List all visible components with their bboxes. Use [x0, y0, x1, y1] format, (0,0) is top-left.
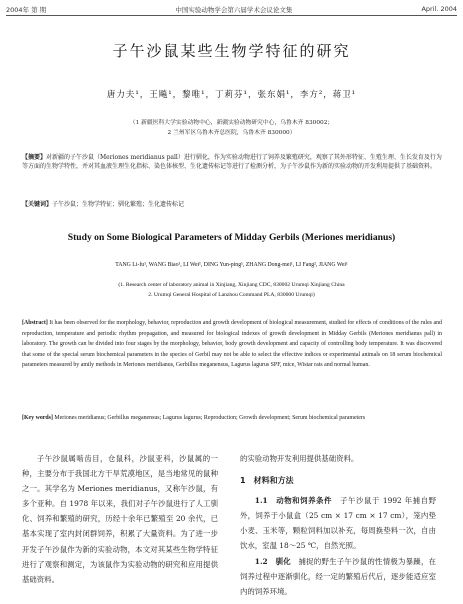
abstract-chinese-label: 【摘要】 [22, 154, 47, 161]
intro-tail: 的实验动物开发利用提供基础资料。 [240, 454, 359, 463]
abstract-english-text: It has been observed for the morphology, behavior, reproduction and growth development of biological measurement, studied for effects of conditions of the rules and reproduction, temperature and periodic rhythm propagation, and measured for biological indexes of growth development in Midday Gerbils (Meriones meridianus pall) in laboratory. The growth can be divided into four stages by the morphology, behavior, body growth development and capacity of controlling body temperature. It was discovered that some of the special serum biochemical parameters in the species of Gerbil may not be able to select the effective indices or experimental animals on 18 serum biochemical parameters measured by amily methods in Meriones meridianus, Gerbillus meganensus, Lagurus lagurus SPF, mice, Wistar rats and normal human. [22, 320, 442, 368]
affiliation-chinese-1: （1 新疆医科大学实验动物中心，新疆实验动物研究中心，乌鲁木齐 830002； [129, 120, 334, 126]
affiliation-chinese-2: 2 兰州军区乌鲁木齐总医院，乌鲁木齐 830000） [167, 130, 296, 136]
body-left-column [22, 451, 218, 587]
running-header [6, 3, 457, 16]
keywords-english [22, 413, 442, 424]
section-heading-methods: 1 材料和方法 [240, 476, 294, 486]
subsection-domestication [240, 554, 436, 599]
affiliation-english-2: 2. Urumqi General Hospital of Lanzhou Command PLA, 830000 Urumqi) [148, 292, 315, 298]
header-left: 2004年 第 期 [6, 5, 47, 14]
keywords-chinese [22, 200, 442, 209]
title-chinese: 子午沙鼠某些生物学特征的研究 [112, 42, 351, 60]
body-right-column [240, 451, 436, 599]
subsection-animals [240, 493, 436, 553]
intro-paragraph: 子午沙鼠属啮齿目，仓鼠科，沙鼠亚科，沙鼠属的一种，主要分布于我国北方干旱荒漠地区，是当地常见的鼠种之一。其学名为 Meriones meridianus，又称午沙鼠，有多个亚种。自 1978 年以来，我们对子午沙鼠进行了人工驯化、饲养和繁殖的研究，历经十余年已繁殖至 20 余代，已基本实现了室内封闭群饲养，积累了大量资料。为了进一步开发子午沙鼠作为新的实验动物，本文对其某些生物学特征进行了观察和测定，为该鼠作为实验动物的研究和应用提供基础资料。 [22, 454, 218, 584]
header-right: April. 2004 [421, 5, 457, 13]
subsection-animals-text: 子午沙鼠于 1992 年捕自野外，饲养于小鼠盒（25 cm × 17 cm × 17 cm），笼内垫小麦、玉米等，颗粒饲料加以补充，每周换垫料一次，自由饮水，室温 18～25 ℃，自然光照。 [240, 496, 436, 551]
abstract-chinese-text: 对新疆的子午沙鼠（Meriones meridianus pall）进行驯化，作为实验动物进行了饲养及繁殖研究，观察了其外形特征、生殖生理、生长发育及行为等方面的生物学特性，并对其血液生理生化指标、染色体核型、生化遗传标记等进行了检测分析，为子午沙鼠作为新的实验动物的开发利用提供了基础资料。 [22, 154, 442, 171]
subsection-animals-label: 1.1 动物和饲养条件 [254, 496, 333, 506]
subsection-domestication-label: 1.2 驯化 [254, 556, 291, 566]
keywords-english-label: [Key words] [22, 415, 53, 421]
authors-english: TANG Li-fu¹, WANG Biao¹, LI Wei¹, DING Yun-ping¹, ZHANG Dong-mei¹, LI Fang², JIANG Wei¹ [115, 262, 348, 268]
title-english: Study on Some Biological Parameters of Midday Gerbils (Meriones meridianus) [67, 232, 396, 243]
abstract-english-label: [Abstract] [22, 320, 48, 326]
subsection-domestication-text: 捕捉的野生子午沙鼠的性情极为暴躁，在饲养过程中逐渐驯化，经一定的繁殖后代后，逐步能适应室内的饲养环境。 [240, 556, 436, 596]
abstract-english [22, 318, 442, 371]
header-center: 中国实验动物学会第六届学术会议论文集 [175, 5, 293, 14]
affiliation-english-1: (1. Research center of laboratory animal in Xinjiang, Xinjiang CDC, 830002 Urumqi Xinjiang China [118, 282, 345, 288]
keywords-english-text: Meriones meridianus; Gerbillus meganensus; Lagurus lagurus; Reproduction; Growth development; Serum biochemical parameters [54, 415, 366, 421]
authors-chinese: 唐力夫¹，王飚¹，黎唯¹，丁莉芬¹，张东娟¹，李方²，蒋卫¹ [106, 90, 357, 100]
keywords-chinese-text: 子午沙鼠；生物学特征；驯化繁殖；生化遗传标记 [52, 201, 185, 208]
abstract-chinese [22, 153, 442, 172]
keywords-chinese-label: 【关键词】 [22, 201, 53, 208]
